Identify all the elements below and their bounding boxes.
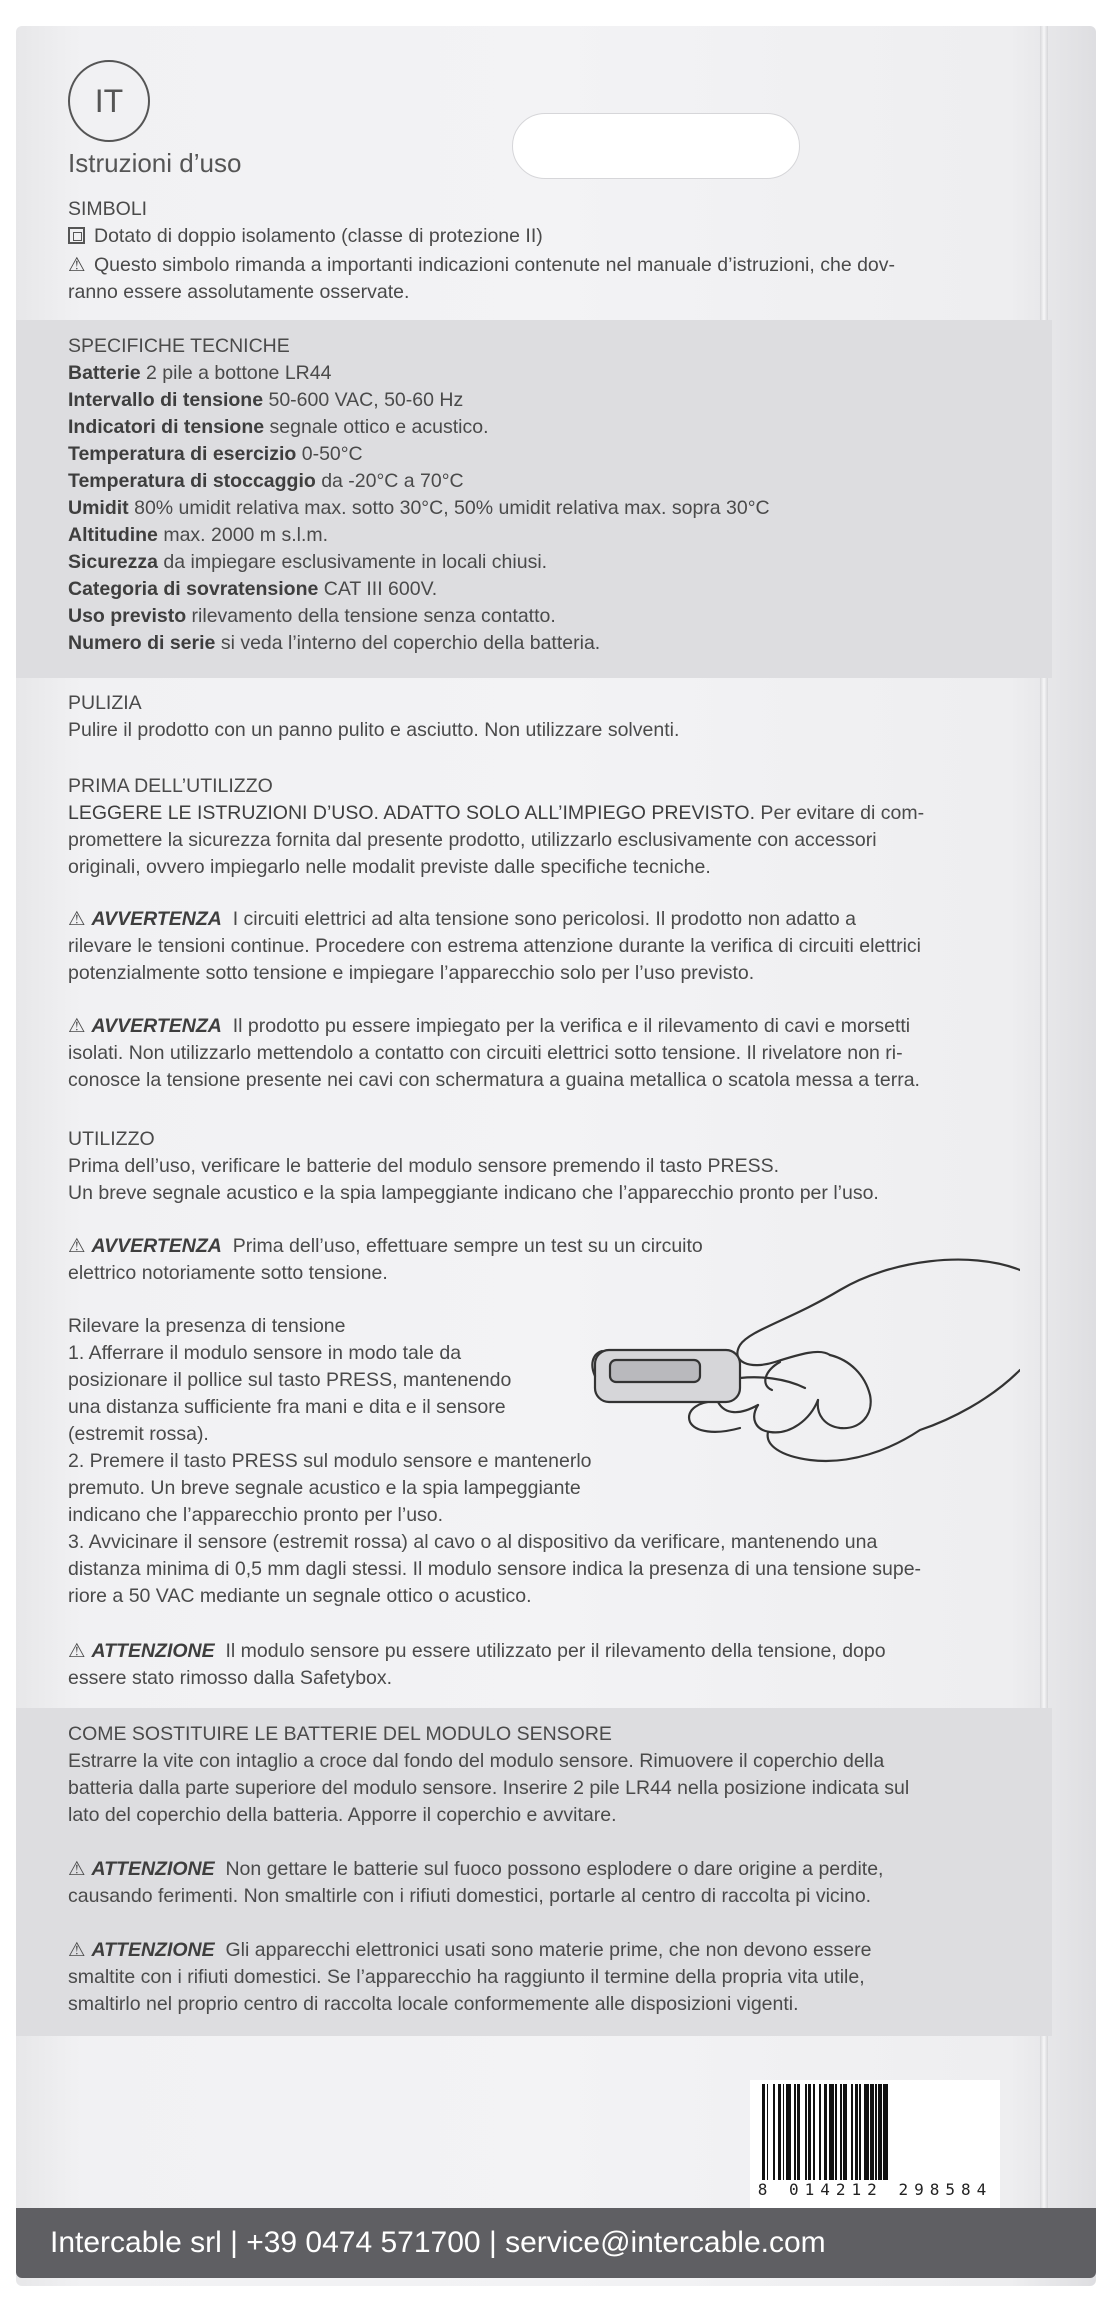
warning-block-3: ⚠ AVVERTENZA Prima dell’uso, effettuare sempre un test su un circuito elettrico notoriamente sotto tensione.: [68, 1235, 703, 1284]
spec-value: rilevamento della tensione senza contatto.: [191, 605, 556, 627]
warning-triangle-icon: ⚠: [68, 1640, 86, 1662]
detect-voltage-section: Rilevare la presenza di tensione 1. Afferrare il modulo sensore in modo tale da posizionare il pollice sul tasto PRESS, mantenendo una distanza sufficiente fra mani e dita e il sensore (estremit rossa). 2. Premere il tasto PRESS sul modulo sensore e mantenerlo premuto. Un breve segnale acustico e la spia lampeggiante indicano che l’apparecchio pronto per l’uso. 3. Avvicinare il sensore (estremit rossa) al cavo o al dispositivo da verificare, mantenendo una distanza minima di 0,5 mm dagli stessi. Il modulo sensore indica la presenza di una tensione supe- riore a 50 VAC mediante un segnale ottico o acustico.: [68, 1313, 1038, 1610]
barcode: [750, 2080, 1000, 2210]
spec-value: 50-600 VAC, 50-60 Hz: [268, 389, 464, 411]
spec-label: Batterie: [68, 362, 141, 384]
spec-row: [68, 630, 1038, 657]
section-heading: PRIMA DELL’UTILIZZO: [68, 775, 273, 797]
symbol-row: Dotato di doppio isolamento (classe di protezione II): [68, 223, 1038, 252]
spec-label: Altitudine: [68, 524, 158, 546]
section-heading: COME SOSTITUIRE LE BATTERIE DEL MODULO SENSORE: [68, 1723, 612, 1745]
double-insulation-icon: [68, 223, 94, 252]
warning-triangle-icon: ⚠: [68, 908, 86, 930]
specs-section: [68, 333, 1038, 657]
symbol-row: ⚠ Questo simbolo rimanda a importanti indicazioni contenute nel manuale d’istruzioni, che dov-: [68, 252, 1038, 279]
spec-row: [68, 522, 1038, 549]
attention-block-1: ⚠ ATTENZIONE Il modulo sensore pu essere utilizzato per il rilevamento della tensione, dopo essere stato rimosso dalla Safetybox.: [68, 1640, 886, 1689]
footer-contact-bar: [16, 2208, 1096, 2278]
warning-triangle-icon: ⚠: [68, 1858, 86, 1880]
attention-block-2: ⚠ ATTENZIONE Non gettare le batterie sul fuoco possono esplodere o dare origine a perdite, causando ferimenti. Non smaltirle con i rifiuti domestici, portarle al centro di raccolta pi vicino.: [68, 1858, 884, 1907]
spec-value: 80% umidit relativa max. sotto 30°C, 50% umidit relativa max. sopra 30°C: [134, 497, 770, 519]
warning-block-1: ⚠ AVVERTENZA I circuiti elettrici ad alta tensione sono pericolosi. Il prodotto non adatto a rilevare le tensioni continue. Procedere con estrema attenzione durante la verifica di circuiti elettrici potenzialmente sotto tensione e impiegare l’apparecchio solo per l’uso previsto.: [68, 908, 922, 984]
spec-row: [68, 549, 1038, 576]
section-heading: Rilevare la presenza di tensione: [68, 1315, 346, 1337]
spec-label: Indicatori di tensione: [68, 416, 265, 438]
spec-value: da impiegare esclusivamente in locali chiusi.: [163, 551, 548, 573]
footer-contact-text: Intercable srl | +39 0474 571700 | service@intercable.com: [50, 2226, 826, 2259]
barcode-bars: [762, 2084, 988, 2180]
symbols-section: SIMBOLI Dotato di doppio isolamento (classe di protezione II) ⚠ Questo simbolo rimanda a importanti indicazioni contenute nel manuale d’istruzioni, che dov- ranno essere assolutamente osservate.: [68, 196, 1038, 306]
spec-label: Sicurezza: [68, 551, 158, 573]
spec-row: [68, 603, 1038, 630]
spec-label: Umidit: [68, 497, 129, 519]
barcode-number: 8 014212 298584: [757, 2180, 993, 2199]
warning-triangle-icon: ⚠: [68, 254, 86, 276]
spec-label: Intervallo di tensione: [68, 389, 264, 411]
usage-section: UTILIZZO Prima dell’uso, verificare le batterie del modulo sensore premendo il tasto PRESS. Un breve segnale acustico e la spia lampeggiante indicano che l’apparecchio pronto per l’uso.: [68, 1126, 1038, 1207]
spec-label: Categoria di sovratensione: [68, 578, 319, 600]
spec-value: 0-50°C: [301, 443, 363, 465]
cleaning-section: PULIZIA Pulire il prodotto con un panno pulito e asciutto. Non utilizzare solventi.: [68, 690, 1038, 744]
spec-value: segnale ottico e acustico.: [269, 416, 489, 438]
header: [68, 60, 1036, 177]
page-title: Istruzioni d’uso: [68, 148, 242, 178]
warning-triangle-icon: ⚠: [68, 1939, 86, 1961]
spec-value: max. 2000 m s.l.m.: [163, 524, 329, 546]
spec-value: da -20°C a 70°C: [321, 470, 464, 492]
spec-row: [68, 495, 1038, 522]
spec-value: CAT III 600V.: [323, 578, 438, 600]
battery-section: COME SOSTITUIRE LE BATTERIE DEL MODULO SENSORE Estrarre la vite con intaglio a croce dal fondo del modulo sensore. Rimuovere il coperchio della batteria dalla parte superiore del modulo sensore. Inserire 2 pile LR44 nella posizione indicata sul lato del coperchio della batteria. Apporre il coperchio e avvitare.: [68, 1721, 1038, 1829]
spec-row: [68, 441, 1038, 468]
spec-value: 2 pile a bottone LR44: [146, 362, 332, 384]
spec-label: Temperatura di esercizio: [68, 443, 297, 465]
spec-list: [68, 360, 1038, 657]
section-heading: PULIZIA: [68, 692, 142, 714]
spec-value: si veda l’interno del coperchio della batteria.: [220, 632, 601, 654]
language-badge: IT: [68, 60, 150, 142]
spec-row: [68, 414, 1038, 441]
section-heading: UTILIZZO: [68, 1128, 155, 1150]
before-use-section: PRIMA DELL’UTILIZZO LEGGERE LE ISTRUZIONI D’USO. ADATTO SOLO ALL’IMPIEGO PREVISTO. Per evitare di com- promettere la sicurezza fornita dal presente prodotto, utilizzarlo esclusivamente con accessori originali, ovvero impiegarlo nelle modalit previste dalle specifiche tecniche.: [68, 773, 1038, 881]
spec-row: [68, 360, 1038, 387]
spec-row: [68, 468, 1038, 495]
spec-label: Temperatura di stoccaggio: [68, 470, 316, 492]
barcode-bar: [888, 2084, 891, 2180]
spec-row: [68, 576, 1038, 603]
warning-triangle-icon: ⚠: [68, 1235, 86, 1257]
spec-row: [68, 387, 1038, 414]
section-heading: SIMBOLI: [68, 198, 148, 220]
warning-triangle-icon: ⚠: [68, 1015, 86, 1037]
attention-block-3: ⚠ ATTENZIONE Gli apparecchi elettronici usati sono materie prime, che non devono essere smaltite con i rifiuti domestici. Se l’apparecchio ha raggiunto il termine della propria vita utile, smaltirlo nel proprio centro di raccolta locale conformemente alle disposizioni vigenti.: [68, 1939, 872, 2015]
warning-block-2: ⚠ AVVERTENZA Il prodotto pu essere impiegato per la verifica e il rilevamento di cavi e morsetti isolati. Non utilizzarlo mettendolo a contatto con circuiti elettrici sotto tensione. Il rivelatore non ri- conosce la tensione presente nei cavi con schermatura a guaina metallica o scatola messa a terra.: [68, 1015, 920, 1091]
spec-label: Numero di serie: [68, 632, 216, 654]
section-heading: SPECIFICHE TECNICHE: [68, 335, 290, 357]
spec-label: Uso previsto: [68, 605, 187, 627]
